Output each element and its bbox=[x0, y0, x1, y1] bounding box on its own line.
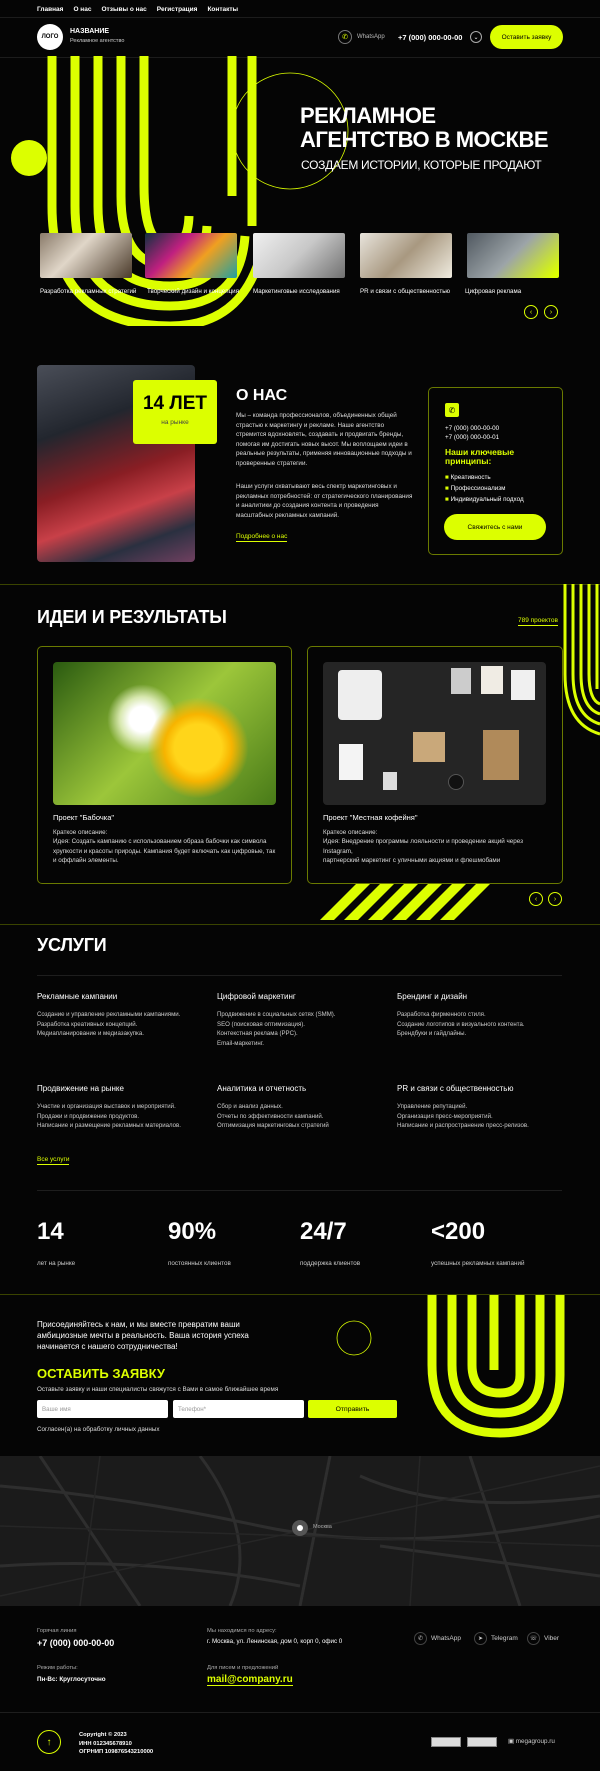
about-title: О НАС bbox=[236, 387, 288, 404]
divider bbox=[0, 584, 600, 585]
project-desc: Идея: Создать кампанию с использованием образа бабочки как символа хрупкости и красоты природы. Кампания будет включать как цифровые, так и оффлайн элементы. bbox=[53, 838, 276, 864]
service-block[interactable]: Продвижение на рынке Участие и организация выставок и мероприятий. Продажи и продвижение продуктов. Написание и размещение рекламных материалов. bbox=[37, 1084, 181, 1129]
card-label-digital[interactable]: Цифровая реклама bbox=[465, 288, 522, 295]
stat-item: 90% постоянных клиентов bbox=[168, 1218, 231, 1267]
ideas-next-button[interactable]: › bbox=[548, 892, 562, 906]
hero-title: РЕКЛАМНОЕ АГЕНТСТВО В МОСКВЕ bbox=[300, 103, 549, 152]
about-text-1: Мы – команда профессионалов, объединенных общей страстью к маркетингу и рекламе. Наше агентство стремится вдохновлять, создавать и продвигать бренды, помогая им достигать новых высот. Мы воплощаем идеи в реальные результаты, применяя инновационные подходы и проверенные стратегии. bbox=[236, 412, 412, 467]
project-name: Проект "Бабочка" bbox=[53, 813, 115, 822]
hero-prev-button[interactable]: ‹ bbox=[524, 305, 538, 319]
header bbox=[0, 18, 600, 58]
whatsapp-link[interactable]: ✆ WhatsApp bbox=[414, 1632, 461, 1645]
counter-badge[interactable] bbox=[467, 1737, 497, 1747]
principles-list: ■ Креативность ■ Профессионализм ■ Индивидуальный подход bbox=[445, 474, 524, 503]
card-image-pr[interactable] bbox=[360, 233, 452, 278]
phone-icon: ✆ bbox=[445, 403, 459, 417]
service-block[interactable]: Цифровой маркетинг Продвижение в социальных сетях (SMM). SEO (поисковая оптимизация). Контекстная реклама (PPC). Email-маркетинг. bbox=[217, 992, 336, 1047]
stat-item: 24/7 поддержка клиентов bbox=[300, 1218, 361, 1267]
chevron-down-icon[interactable]: ⌄ bbox=[470, 31, 482, 43]
divider bbox=[0, 924, 600, 925]
card-image-design[interactable] bbox=[145, 233, 237, 278]
top-nav bbox=[0, 0, 600, 18]
counter-badge[interactable] bbox=[431, 1737, 461, 1747]
service-block[interactable]: PR и связи с общественностью Управление репутацией. Организация пресс-мероприятий. Написание и распространение пресс-релизов. bbox=[397, 1084, 529, 1129]
project-label: Краткое описание: bbox=[53, 829, 108, 836]
projects-count-link[interactable]: 789 проектов bbox=[518, 617, 558, 624]
hotline-phone[interactable]: +7 (000) 000-00-00 bbox=[37, 1638, 115, 1648]
service-block[interactable]: Рекламные кампании Создание и управление рекламными кампаниями. Разработка креативных концепций. Медиапланирование и медиазакупка. bbox=[37, 992, 181, 1037]
contact-phones[interactable]: +7 (000) 000-00-00 +7 (000) 000-00-01 bbox=[445, 425, 500, 441]
project-name: Проект "Местная кофейня" bbox=[323, 813, 418, 822]
nav-register[interactable]: Регистрация bbox=[156, 6, 198, 13]
divider bbox=[37, 975, 562, 976]
card-label-strategy[interactable]: Разработка рекламных стратегий bbox=[40, 288, 137, 295]
butterfly-image bbox=[53, 662, 276, 805]
nav-contacts[interactable]: Контакты bbox=[207, 6, 239, 13]
all-services-link[interactable]: Все услуги bbox=[37, 1156, 70, 1163]
header-phone[interactable]: +7 (000) 000-00-00 bbox=[398, 33, 463, 42]
card-label-research[interactable]: Маркетинговые исследования bbox=[253, 288, 340, 295]
address: г. Москва, ул. Ленинская, дом 0, корп 0, офис 0 bbox=[207, 1638, 343, 1645]
phone-input[interactable]: Телефон* bbox=[173, 1400, 304, 1418]
about-text-2: Наши услуги охватывают весь спектр маркетинговых и рекламных потребностей: от стратегического планирования и аналитики до создания контента и проведения масштабных рекламных кампаний. bbox=[236, 483, 413, 519]
name-input[interactable]: Ваше имя bbox=[37, 1400, 168, 1418]
legal-info: Copyright © 2023 ИНН 012345678910 ОГРНИП 109876543210000 bbox=[79, 1732, 154, 1755]
whatsapp-icon: ✆ bbox=[414, 1632, 427, 1645]
consent-checkbox[interactable]: Согласен(а) на обработку личных данных bbox=[37, 1426, 160, 1433]
hero-subtitle: СОЗДАЕМ ИСТОРИИ, КОТОРЫЕ ПРОДАЮТ bbox=[301, 158, 542, 172]
scroll-top-button[interactable]: ↑ bbox=[37, 1730, 61, 1754]
hero-decor bbox=[0, 56, 600, 326]
submit-button[interactable]: Отправить bbox=[308, 1400, 397, 1418]
service-block[interactable]: Брендинг и дизайн Разработка фирменного стиля. Создание логотипов и визуального контента. Брендбуки и гайдлайны. bbox=[397, 992, 525, 1037]
service-block[interactable]: Аналитика и отчетность Сбор и анализ данных. Отчеты по эффективности кампаний. Оптимизация маркетинговых стратегий bbox=[217, 1084, 329, 1129]
telegram-link[interactable]: ➤ Telegram bbox=[474, 1632, 518, 1645]
nav-about[interactable]: О нас bbox=[73, 6, 92, 13]
logo[interactable]: ЛОГО bbox=[37, 24, 63, 50]
stripes-decor bbox=[320, 884, 510, 920]
megagroup-link[interactable]: ▣ megagroup.ru bbox=[508, 1738, 555, 1745]
principles-title: Наши ключевые принципы: bbox=[445, 447, 515, 466]
card-label-pr[interactable]: PR и связи с общественностью bbox=[360, 288, 451, 295]
map[interactable] bbox=[0, 1456, 600, 1606]
whatsapp-icon[interactable]: ✆ bbox=[338, 30, 352, 44]
nav-home[interactable]: Главная bbox=[37, 6, 64, 13]
card-label-design[interactable]: Творческий дизайн и концепция bbox=[147, 288, 239, 295]
whatsapp-link[interactable]: WhatsApp bbox=[357, 34, 385, 40]
card-image-strategy[interactable] bbox=[40, 233, 132, 278]
card-image-research[interactable] bbox=[253, 233, 345, 278]
hotline-label: Горячая линия bbox=[37, 1628, 77, 1634]
address-label: Мы находимся по адресу: bbox=[207, 1628, 277, 1634]
coffee-mockup-image bbox=[323, 662, 546, 805]
form-title: ОСТАВИТЬ ЗАЯВКУ bbox=[37, 1366, 165, 1381]
form-subtitle: Оставьте заявку и наши специалисты свяжутся с Вами в самое ближайшее время bbox=[37, 1386, 279, 1393]
divider bbox=[37, 1190, 562, 1191]
stat-item: 14 лет на рынке bbox=[37, 1218, 76, 1267]
ideas-title: ИДЕИ И РЕЗУЛЬТАТЫ bbox=[37, 607, 227, 627]
telegram-icon: ➤ bbox=[474, 1632, 487, 1645]
mail-link[interactable]: mail@company.ru bbox=[207, 1674, 293, 1685]
card-image-digital[interactable] bbox=[467, 233, 559, 278]
hero-next-button[interactable]: › bbox=[544, 305, 558, 319]
form-decor bbox=[330, 1295, 600, 1457]
brand-subtitle: Рекламное агентство bbox=[70, 38, 125, 44]
form-intro: Присоединяйтесь к нам, и мы вместе превратим ваши амбициозные мечты в реальность. Ваша история успеха начинается с нашего сотрудничества! bbox=[37, 1320, 249, 1351]
map-city-label: Москва bbox=[313, 1524, 332, 1530]
brand-name: НАЗВАНИЕ bbox=[70, 28, 110, 35]
ideas-prev-button[interactable]: ‹ bbox=[529, 892, 543, 906]
mail-label: Для писем и предложений bbox=[207, 1665, 279, 1671]
project-desc: Идея: Внедрение программы лояльности и проведение акций через Instagram, bbox=[323, 838, 524, 855]
contact-us-button[interactable]: Свяжитесь с нами bbox=[444, 514, 546, 540]
years-badge: 14 ЛЕТ на рынке bbox=[133, 380, 217, 444]
header-cta-button[interactable]: Оставить заявку bbox=[490, 25, 563, 49]
viber-link[interactable]: ☏ Viber bbox=[527, 1632, 559, 1645]
about-more-link[interactable]: Подробнее о нас bbox=[236, 533, 288, 540]
viber-icon: ☏ bbox=[527, 1632, 540, 1645]
project-desc-2: партнерский маркетинг с уличными акциями и флешмобами bbox=[323, 857, 501, 864]
stat-item: <200 успешных рекламных кампаний bbox=[431, 1218, 525, 1267]
nav-reviews[interactable]: Отзывы о нас bbox=[101, 6, 147, 13]
project-label: Краткое описание: bbox=[323, 829, 378, 836]
services-title: УСЛУГИ bbox=[37, 935, 107, 955]
hours: Пн-Вс: Круглосуточно bbox=[37, 1676, 106, 1683]
divider bbox=[0, 1712, 600, 1713]
hours-label: Режим работы: bbox=[37, 1665, 78, 1671]
